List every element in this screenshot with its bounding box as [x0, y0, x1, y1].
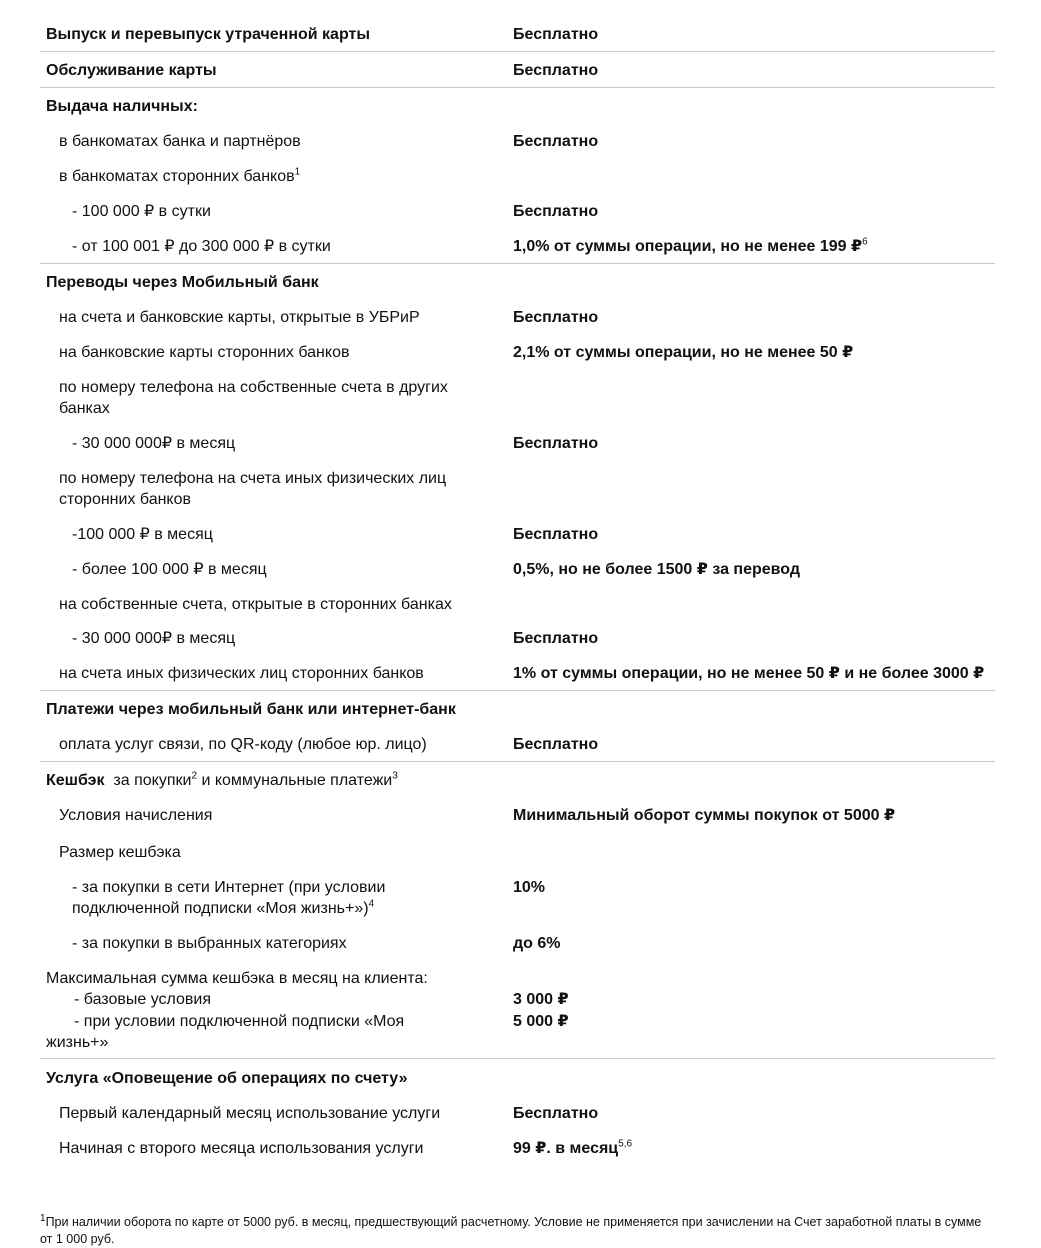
row-label: Первый календарный месяц использование услуги	[59, 1105, 441, 1122]
row-label: Выпуск и перевыпуск утраченной карты	[46, 26, 371, 43]
row-label: Платежи через мобильный банк или интернет-банк	[46, 701, 456, 718]
row-label: - от 100 001 ₽ до 300 000 ₽ в сутки	[72, 238, 331, 255]
row-label: Услуга «Оповещение об операциях по счету»	[46, 1070, 408, 1087]
cashback-title: Кешбэк	[46, 772, 105, 789]
section-divider	[40, 263, 995, 264]
row-label: -100 000 ₽ в месяц	[72, 526, 213, 543]
row-value: 0,5%, но не более 1500 ₽ за перевод	[513, 561, 800, 578]
row-value: Бесплатно	[513, 435, 599, 452]
row-label: Кешбэк за покупки$^2$ и коммунальные платежи$^3$	[46, 770, 398, 789]
row-value: Бесплатно	[513, 630, 599, 647]
row-value: Бесплатно	[513, 1105, 599, 1122]
section-divider	[40, 87, 995, 88]
row-value: Бесплатно	[513, 736, 599, 753]
row-value: 5 000 ₽	[513, 1013, 569, 1030]
row-label: на счета иных физических лиц сторонних банков	[59, 665, 424, 682]
row-value: Бесплатно	[513, 309, 599, 326]
row-label: оплата услуг связи, по QR-коду (любое юр. лицо)	[59, 736, 427, 753]
row-label: на банковские карты сторонних банков	[59, 344, 350, 361]
row-value: 2,1% от суммы операции, но не менее 50 ₽	[513, 344, 854, 361]
row-value: Бесплатно	[513, 62, 599, 79]
footnote-ref: 1	[294, 166, 301, 178]
footnote-ref: 2	[191, 770, 197, 782]
section-divider	[40, 761, 995, 762]
row-label: Условия начисления	[59, 807, 213, 824]
row-label: - за покупки в выбранных категориях	[72, 935, 347, 952]
section-divider	[40, 690, 995, 691]
row-label: - при условии подключенной подписки «Моя	[74, 1013, 405, 1030]
row-label: Максимальная сумма кешбэка в месяц на клиента:	[46, 970, 428, 987]
row-label: - 30 000 000₽ в месяц	[72, 630, 236, 647]
footnote-ref: 4	[368, 898, 375, 910]
row-value: до 6%	[513, 935, 561, 952]
row-value: 3 000 ₽	[513, 991, 569, 1008]
row-value: 10%	[513, 879, 546, 896]
footnote-text: При наличии оборота по карте от 5000 руб. в месяц, предшествующий расчетному. Условие не применяется при зачислении на Счет заработной платы в сумме от 1 000 руб.	[40, 1215, 982, 1246]
row-value: 1% от суммы операции, но не менее 50 ₽ и не более 3000 ₽	[513, 665, 985, 682]
row-label: на счета и банковские карты, открытые в УБРиР	[59, 309, 420, 326]
row-label: - более 100 000 ₽ в месяц	[72, 561, 267, 578]
row-label: - базовые условия	[74, 991, 212, 1008]
row-value: Минимальный оборот суммы покупок от 5000 ₽	[513, 807, 896, 824]
row-label: на собственные счета, открытые в сторонних банках	[59, 596, 452, 613]
row-label: по номеру телефона на собственные счета в других	[59, 379, 448, 396]
row-label: - 100 000 ₽ в сутки	[72, 203, 211, 220]
row-value: Бесплатно	[513, 203, 599, 220]
footnote-ref: 6	[862, 236, 868, 248]
row-label: по номеру телефона на счета иных физических лиц	[59, 470, 447, 487]
section-divider	[40, 51, 995, 52]
footnote-ref: 3	[392, 770, 398, 782]
row-label: Обслуживание карты	[46, 62, 217, 79]
row-value: Бесплатно	[513, 26, 599, 43]
row-label: - 30 000 000₽ в месяц	[72, 435, 236, 452]
row-value: 1,0% от суммы операции, но не менее 199 ₽$^6$	[513, 236, 868, 255]
row-label: Размер кешбэка	[59, 844, 181, 861]
section-divider	[40, 1058, 995, 1059]
row-label: Начиная с второго месяца использования услуги	[59, 1140, 424, 1157]
row-value: 99 ₽. в месяц$^{5,6}$	[513, 1138, 633, 1157]
footnote	[40, 1214, 990, 1248]
row-label-cont: подключенной подписки «Моя жизнь+»)$^4$	[72, 898, 375, 917]
row-label-cont: жизнь+»	[46, 1034, 109, 1051]
row-label: - за покупки в сети Интернет (при условии	[72, 879, 386, 896]
row-label-cont: сторонних банков	[59, 491, 192, 508]
footnote-ref: 5,6	[618, 1138, 633, 1150]
row-value: Бесплатно	[513, 133, 599, 150]
row-value: Бесплатно	[513, 526, 599, 543]
footnote-marker: 1	[40, 1212, 46, 1224]
row-label: в банкоматах сторонних банков$^1$	[59, 166, 301, 185]
row-label: Выдача наличных:	[46, 98, 198, 115]
row-label: Переводы через Мобильный банк	[46, 274, 319, 291]
row-label-cont: банках	[59, 400, 110, 417]
row-label: в банкоматах банка и партнёров	[59, 133, 301, 150]
